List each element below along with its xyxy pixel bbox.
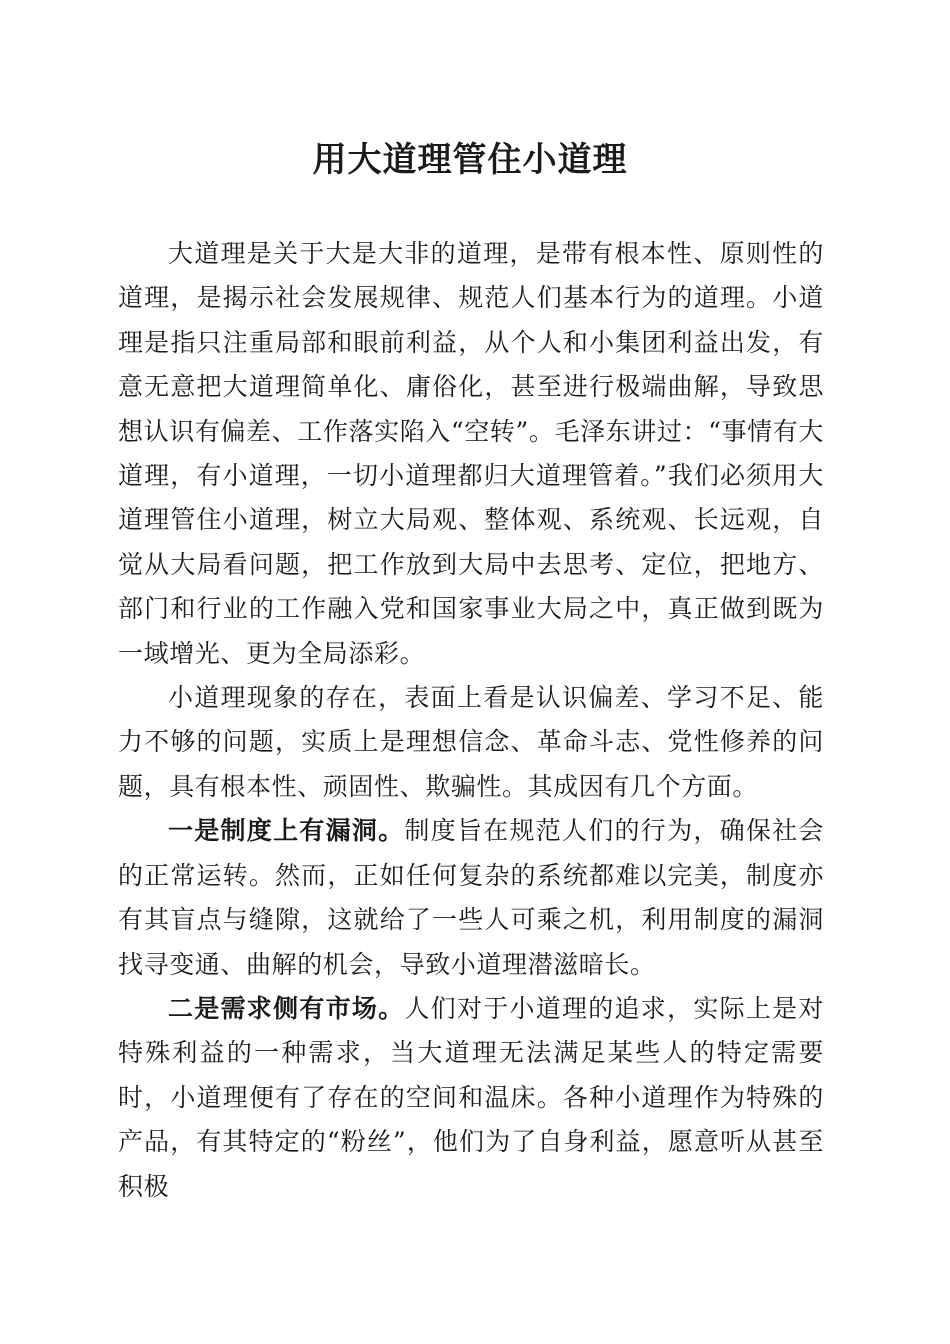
document-title: 用大道理管住小道理 <box>312 140 628 180</box>
paragraph-1-text: 大道理是关于大是大非的道理，是带有根本性、原则性的道理，是揭示社会发展规律、规范人们基本行为的道理。小道理是指只注重局部和眼前利益，从个人和小集团利益出发，有意无意把大道理简单化、庸俗化，甚至进行极端曲解，导致思想认识有偏差、工作落实陷入“空转”。毛泽东讲过：“事情有大道理，有小道理，一切小道理都归大道理管着。”我们必须用大道理管住小道理，树立大局观、整体观、系统观、长远观，自觉从大局看问题，把工作放到大局中去思考、定位，把地方、部门和行业的工作融入党和国家事业大局之中，真正做到既为一域增光、更为全局添彩。 <box>118 239 824 668</box>
paragraph-3 <box>118 809 824 987</box>
paragraph-1 <box>118 232 824 676</box>
paragraph-2 <box>118 676 824 809</box>
document-body <box>118 232 824 1209</box>
paragraph-4-lead: 二是需求侧有市场。 <box>168 993 405 1023</box>
paragraph-3-text: 制度旨在规范人们的行为，确保社会的正常运转。然而，正如任何复杂的系统都难以完美，制度亦有其盲点与缝隙，这就给了一些人可乘之机，利用制度的漏洞找寻变通、曲解的机会，导致小道理潜滋暗长。 <box>118 816 824 979</box>
paragraph-2-text: 小道理现象的存在，表面上看是认识偏差、学习不足、能力不够的问题，实质上是理想信念、革命斗志、党性修养的问题，具有根本性、顽固性、欺骗性。其成因有几个方面。 <box>118 683 824 801</box>
paragraph-3-lead: 一是制度上有漏洞。 <box>168 816 405 846</box>
paragraph-4-text: 人们对于小道理的追求，实际上是对特殊利益的一种需求，当大道理无法满足某些人的特定需要时，小道理便有了存在的空间和温床。各种小道理作为特殊的产品，有其特定的“粉丝”，他们为了自身利益，愿意听从甚至积极 <box>118 993 824 1201</box>
paragraph-4 <box>118 987 824 1209</box>
